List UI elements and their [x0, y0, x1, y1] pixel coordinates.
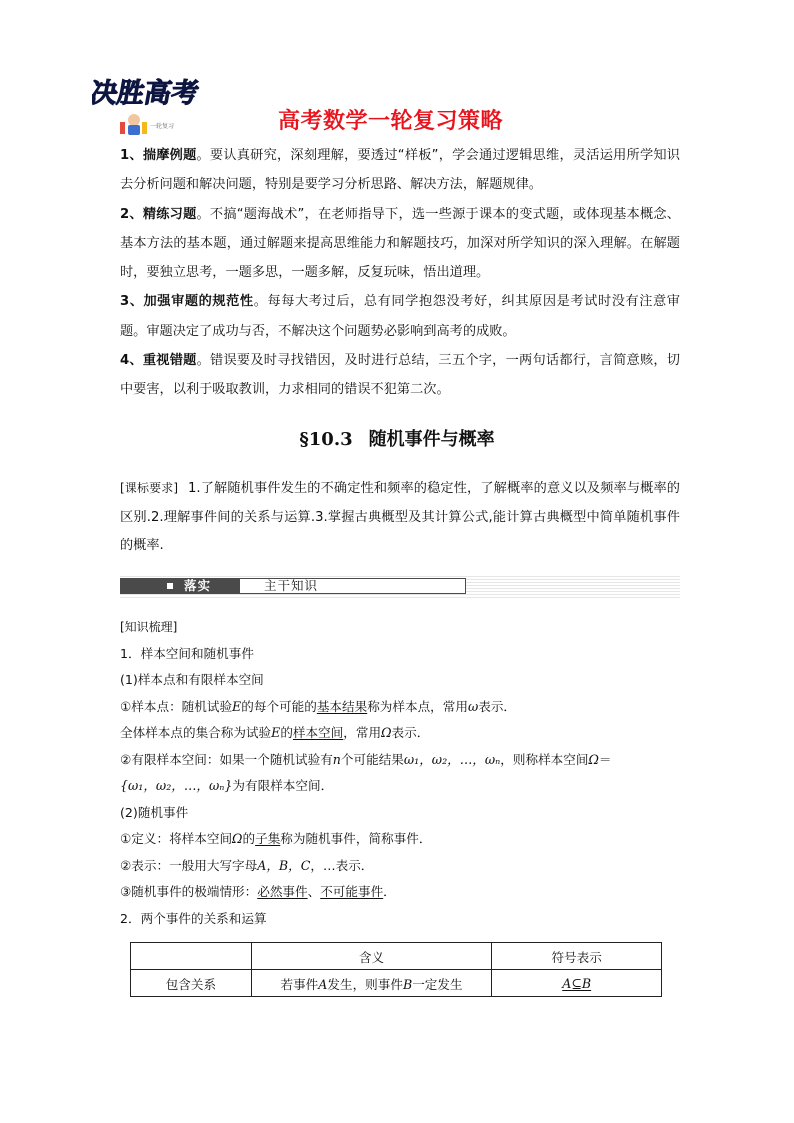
- table-header-cell: 含义: [251, 943, 492, 970]
- section-name: 随机事件与概率: [368, 429, 495, 450]
- brand-logo: [92, 62, 222, 138]
- line-finite-space: ②有限样本空间：如果一个随机试验有n个可能结果ω₁，ω₂，…，ωₙ，则称样本空间Ω＝: [120, 751, 612, 767]
- logo-text: 决胜高考: [92, 78, 202, 109]
- tip-2: 2、精练习题。不搞“题海战术”，在老师指导下，选一些源于课本的变式题，或体现基本概念、基本方法的基本题，通过解题来提高思维能力和解题技巧，加深对所学知识的深入理解。在解题时，要独立思考，一题多思，一题多解，反复玩味，悟出道理。: [120, 206, 680, 281]
- knowledge-label: [知识梳理]: [120, 620, 178, 634]
- banner-light-label: 主干知识: [264, 578, 319, 593]
- line-sample-point: ①样本点：随机试验E的每个可能的基本结果称为样本点，常用ω表示．: [120, 698, 516, 714]
- table-header-cell: [131, 943, 252, 970]
- tip-3: 3、加强审题的规范性。每每大考过后，总有同学抱怨没考好，纠其原因是考试时没有注意审题。审题决定了成功与否，不解决这个问题势必影响到高考的成败。: [120, 294, 680, 339]
- square-bullet-icon: [167, 583, 173, 589]
- table-header-row: [131, 943, 662, 970]
- requirements-text: 1.了解随机事件发生的不确定性和频率的稳定性，了解概率的意义以及频率与概率的区别.2.理解事件间的关系与运算.3.掌握古典概型及其计算公式,能计算古典概型中简单随机事件的概率.: [120, 481, 680, 553]
- curriculum-requirements: [120, 474, 680, 561]
- relation-meaning: 若事件A发生，则事件B一定发生: [251, 970, 492, 997]
- line-finite-space-set: {ω₁，ω₂，…，ωₙ}为有限样本空间．: [120, 778, 334, 793]
- knowledge-content: [120, 614, 680, 932]
- event-relations-table: [130, 942, 662, 997]
- line-definition: ①定义：将样本空间Ω的子集称为随机事件，简称事件．: [120, 831, 432, 846]
- line-extreme-cases: ③随机事件的极端情形：必然事件、不可能事件．: [120, 884, 396, 899]
- strategy-tips: [120, 141, 680, 405]
- line-notation: ②表示：一般用大写字母A，B，C，…表示．: [120, 857, 374, 873]
- tip-1: 1、揣摩例题。要认真研究，深刻理解，要透过“样板”，学会通过逻辑思维，灵活运用所学知识去分析问题和解决问题，特别是要学习分析思路、解决方法，解题规律。: [120, 148, 680, 193]
- heading-2: 2．两个事件的关系和运算: [120, 910, 267, 926]
- relation-name: 包含关系: [131, 970, 252, 997]
- section-number: §10.3: [299, 429, 353, 450]
- line-sample-space: 全体样本点的集合称为试验E的样本空间，常用Ω表示．: [120, 725, 430, 740]
- requirements-tag: [课标要求]: [120, 481, 179, 495]
- heading-1-2: (2)随机事件: [120, 804, 189, 820]
- tip-4: 4、重视错题。错误要及时寻找错因，及时进行总结，三五个字，一两句话都行，言简意赅，切中要害，以利于吸取教训，力求相同的错误不犯第二次。: [120, 353, 680, 398]
- heading-1-1: (1)样本点和有限样本空间: [120, 672, 264, 687]
- banner-dark-block: [120, 578, 239, 594]
- logo-caption: 一轮复习: [150, 123, 175, 130]
- main-title: 高考数学一轮复习策略: [278, 109, 504, 134]
- section-title: [0, 425, 794, 451]
- section-banner: [120, 576, 680, 598]
- table-row: [131, 970, 662, 997]
- relation-symbol: A⊆B: [492, 970, 662, 997]
- heading-1: 1．样本空间和随机事件: [120, 645, 254, 661]
- banner-light-block: [239, 578, 466, 594]
- banner-dark-label: 落实: [184, 578, 212, 593]
- table-header-cell: 符号表示: [492, 943, 662, 970]
